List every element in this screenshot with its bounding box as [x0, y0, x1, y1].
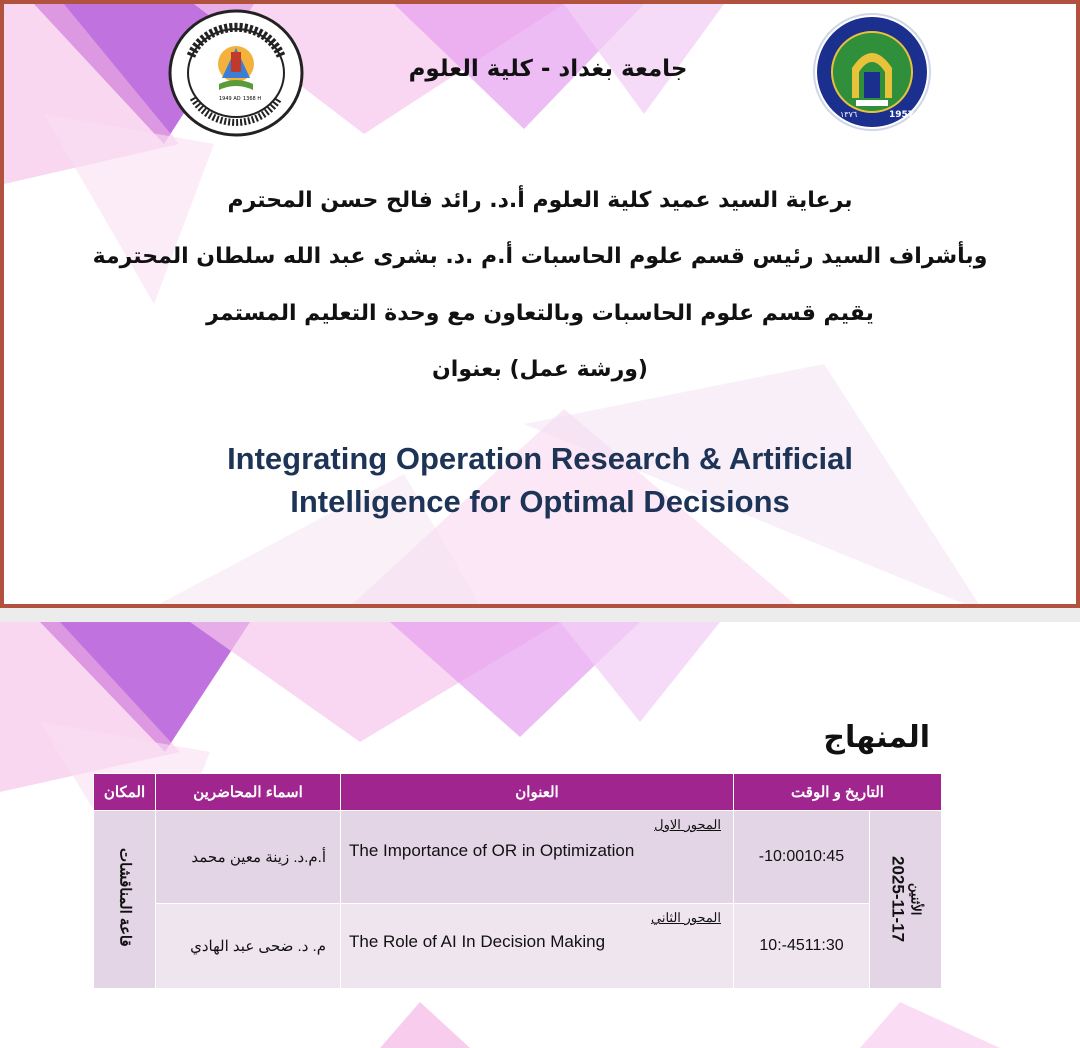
axis-label: المحور الثاني	[651, 910, 721, 925]
time-cell: -10:0010:45	[734, 811, 870, 904]
place-text: قاعة المناقشات	[116, 847, 134, 947]
talk-cell	[341, 811, 734, 904]
table-row	[94, 811, 942, 904]
table-header-row	[94, 774, 942, 811]
column-header-datetime: التاريخ و الوقت	[734, 774, 942, 811]
poster-page-2	[0, 622, 1080, 1048]
svg-text:١٣٧٦: ١٣٧٦	[840, 110, 858, 119]
table-row	[94, 904, 942, 989]
workshop-title-line-2: Intelligence for Optimal Decisions	[290, 484, 790, 519]
date-text: 2025-11-17	[888, 856, 908, 943]
agenda-title: المنهاج	[823, 720, 930, 755]
svg-text:1957: 1957	[889, 110, 915, 120]
workshop-title	[4, 437, 1076, 523]
lecturer-cell: أ.م.د. زينة معين محمد	[156, 811, 341, 904]
intro-line-1: برعاية السيد عميد كلية العلوم أ.د. رائد فالح حسن المحترم	[227, 188, 853, 213]
intro-line-3: يقيم قسم علوم الحاسبات وبالتعاون مع وحدة التعليم المستمر	[206, 301, 874, 326]
column-header-title: العنوان	[341, 774, 734, 811]
lecturer-cell: م. د. ضحى عبد الهادي	[156, 904, 341, 989]
place-cell	[94, 811, 156, 989]
agenda-table	[93, 773, 942, 989]
column-header-lecturers: اسماء المحاضرين	[156, 774, 341, 811]
workshop-title-line-1: Integrating Operation Research & Artificial	[227, 441, 853, 476]
intro-line-4: (ورشة عمل) بعنوان	[432, 357, 648, 382]
intro-line-2: وبأشراف السيد رئيس قسم علوم الحاسبات أ.م .د. بشرى عبد الله سلطان المحترمة	[92, 244, 988, 269]
date-cell	[870, 811, 942, 989]
talk-cell	[341, 904, 734, 989]
time-cell: 10:-4511:30	[734, 904, 870, 989]
axis-label: المحور الاول	[654, 817, 721, 832]
svg-text:1949 AD: 1949 AD	[219, 96, 241, 102]
day-text: الأثنين	[908, 883, 924, 916]
column-header-place: المكان	[94, 774, 156, 811]
talk-title: The Role of AI In Decision Making	[349, 932, 606, 951]
talk-title: The Importance of OR in Optimization	[349, 841, 635, 860]
university-title: جامعة بغداد - كلية العلوم	[408, 56, 688, 82]
svg-text:1368 H: 1368 H	[243, 96, 262, 102]
